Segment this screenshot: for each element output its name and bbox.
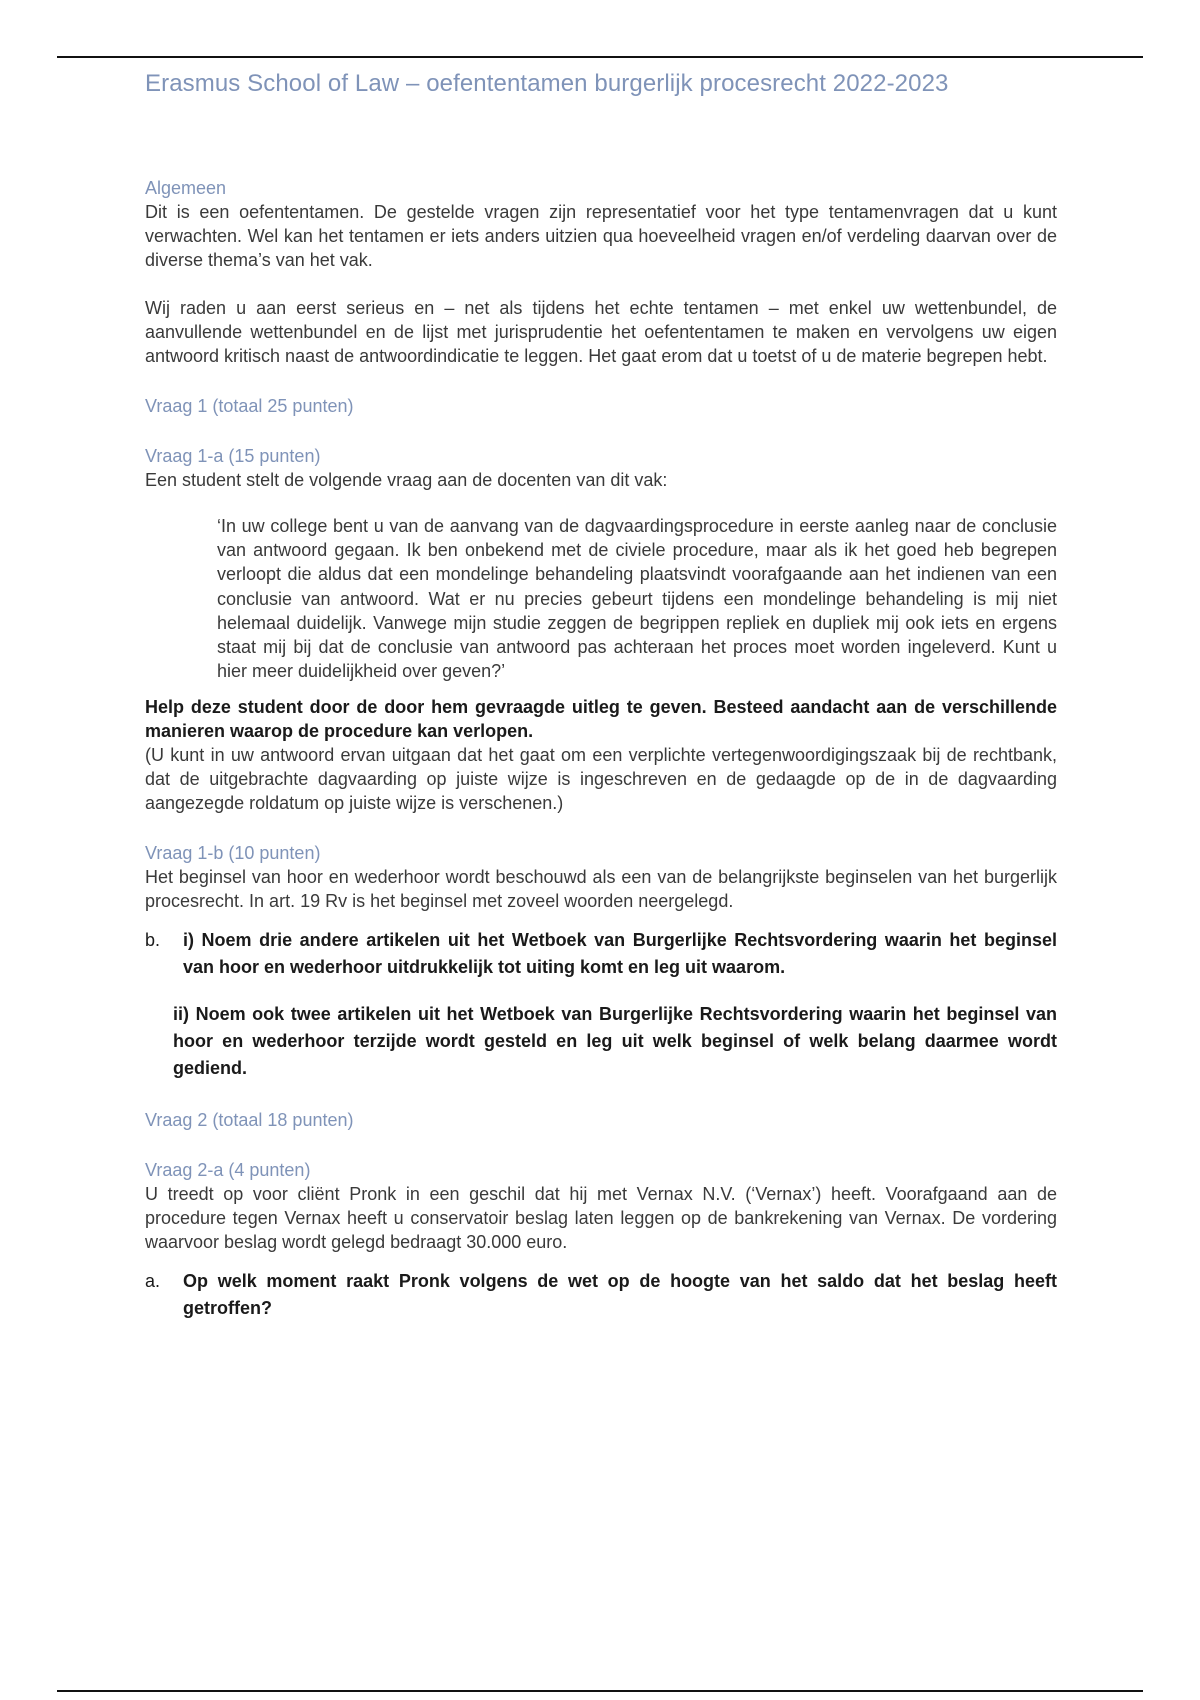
vraag2a-heading: Vraag 2-a (4 punten): [145, 1160, 311, 1181]
vraag1b-list-item: [145, 927, 1057, 981]
student-quote: ‘In uw college bent u van de aanvang van de dagvaardingsprocedure in eerste aanleg naar de conclusie van antwoord gegaan. Ik ben onbekend met de civiele procedure, maar als ik het goed heb begrepen verloopt die aldus dat een mondelinge behandeling plaatsvindt voorafgaande aan het indienen van een conclusie van antwoord. Wat er nu precies gebeurt tijdens een mondelinge behandeling is mij niet helemaal duidelijk. Vanwege mijn studie zeggen de begrippen repliek en dupliek mij ook iets en ergens staat mij bij dat de conclusie van antwoord pas achteraan het proces moet worden ingeleverd. Kunt u hier meer duidelijkheid over geven?’: [217, 516, 1057, 682]
algemeen-paragraph-1: Dit is een oefententamen. De gestelde vragen zijn representatief voor het type tentamenvragen dat u kunt verwachten. Wel kan het tentamen er iets anders uitzien qua hoeveelheid vragen en/of verdeling daarvan over de diverse thema’s van het vak.: [145, 202, 1057, 270]
bottom-rule: [57, 1690, 1143, 1692]
vraag1b-heading: Vraag 1-b (10 punten): [145, 843, 321, 864]
vraag2a-intro: U treedt op voor cliënt Pronk in een geschil dat hij met Vernax N.V. (‘Vernax’) heeft. Voorafgaand aan de procedure tegen Vernax heeft u conservatoir beslag laten leggen op de bankrekening van Vernax. De vordering waarvoor beslag wordt gelegd bedraagt 30.000 euro.: [145, 1184, 1057, 1253]
vraag1-heading: Vraag 1 (totaal 25 punten): [145, 396, 354, 416]
vraag1a-question: Help deze student door de door hem gevraagde uitleg te geven. Besteed aandacht aan de verschillende manieren waarop de procedure kan verlopen.: [145, 697, 1057, 742]
vraag2-heading: Vraag 2 (totaal 18 punten): [145, 1110, 354, 1131]
top-rule: [57, 56, 1143, 58]
vraag2a-list-item: [145, 1268, 1057, 1322]
document-body: [145, 176, 1057, 1322]
vraag1b-item-ii: ii) Noem ook twee artikelen uit het Wetboek van Burgerlijke Rechtsvordering waarin het beginsel van hoor en wederhoor terzijde wordt gesteld en leg uit welk beginsel of welk belang daarmee wordt gediend.: [173, 1004, 1057, 1079]
list-marker: a.: [145, 1271, 161, 1292]
vraag1a-intro: Een student stelt de volgende vraag aan de docenten van dit vak:: [145, 470, 668, 490]
document-header: Erasmus School of Law – oefententamen burgerlijk procesrecht 2022-2023: [145, 70, 949, 97]
vraag1b-intro: Het beginsel van hoor en wederhoor wordt beschouwd als een van de belangrijkste beginselen van het burgerlijk procesrecht. In art. 19 Rv is het beginsel met zoveel woorden neergelegd.: [145, 867, 1057, 912]
vraag2a-question: Op welk moment raakt Pronk volgens de wet op de hoogte van het saldo dat het beslag heeft getroffen?: [183, 1271, 1057, 1319]
list-marker: b.: [145, 930, 161, 951]
vraag1a-note: (U kunt in uw antwoord ervan uitgaan dat het gaat om een verplichte vertegenwoordigingszaak bij de rechtbank, dat de uitgebrachte dagvaarding op juiste wijze is ingeschreven en de gedaagde op de in de dagvaarding aangezegde roldatum op juiste wijze is verschenen.): [145, 745, 1057, 814]
vraag1b-item-i: i) Noem drie andere artikelen uit het Wetboek van Burgerlijke Rechtsvordering waarin het beginsel van hoor en wederhoor uitdrukkelijk tot uiting komt en leg uit waarom.: [183, 930, 1057, 978]
algemeen-paragraph-2: Wij raden u aan eerst serieus en – net als tijdens het echte tentamen – met enkel uw wettenbundel, de aanvullende wettenbundel en de lijst met jurisprudentie het oefententamen te maken en vervolgens uw eigen antwoord kritisch naast de antwoordindicatie te leggen. Het gaat erom dat u toetst of u de materie begrepen hebt.: [145, 298, 1057, 366]
algemeen-heading: Algemeen: [145, 178, 227, 198]
vraag1a-heading: Vraag 1-a (15 punten): [145, 446, 321, 466]
